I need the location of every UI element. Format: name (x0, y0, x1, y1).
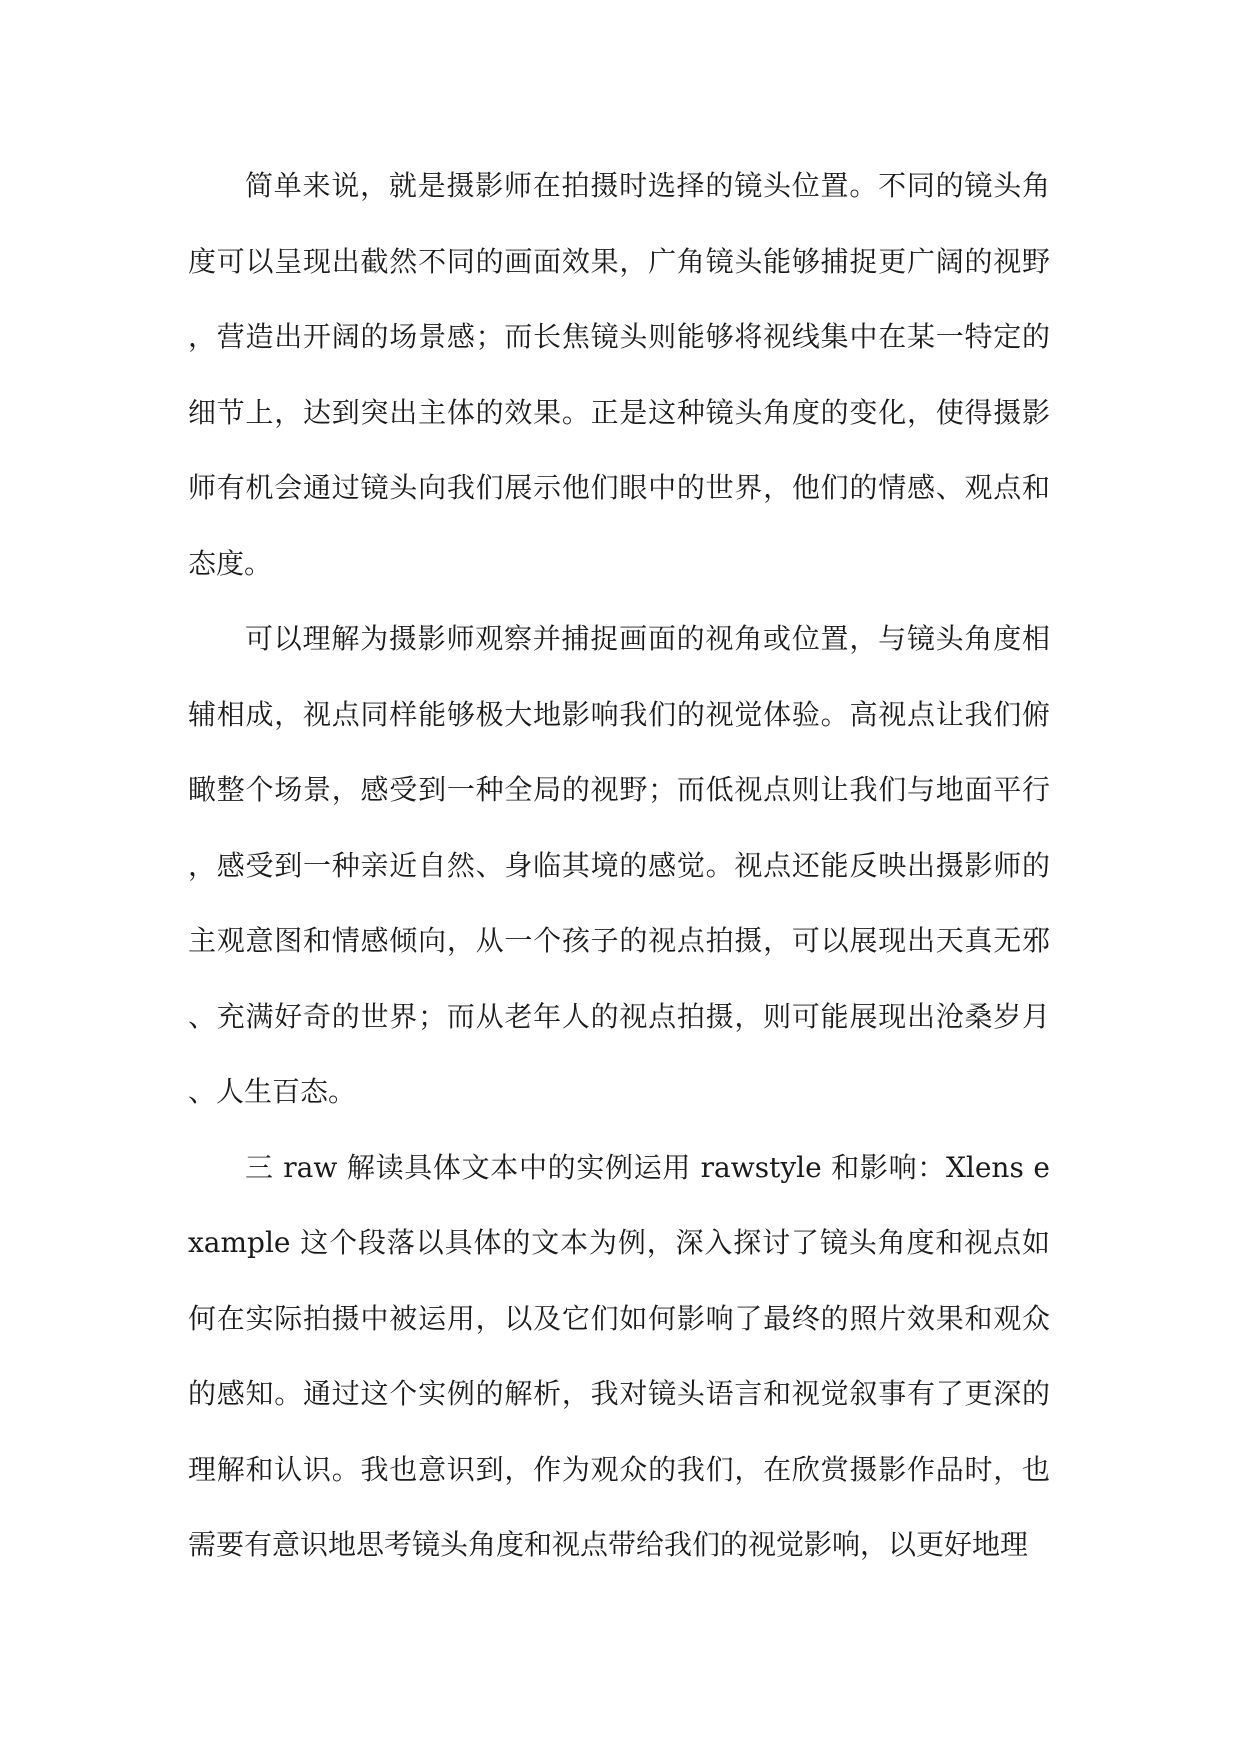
paragraph-example-analysis: 三 raw 解读具体文本中的实例运用 rawstyle 和影响：Xlens example 这个段落以具体的文本为例，深入探讨了镜头角度和视点如何在实际拍摄中被运用，以及它们如何影响了最终的照片效果和观众的感知。通过这个实例的解析，我对镜头语言和视觉叙事有了更深的理解和认识。我也意识到，作为观众的我们，在欣赏摄影作品时，也需要有意识地思考镜头角度和视点带给我们的视觉影响，以更好地理 (188, 1150, 1050, 1561)
document-body (188, 148, 1050, 1583)
paragraph-camera-angle: 简单来说，就是摄影师在拍摄时选择的镜头位置。不同的镜头角度可以呈现出截然不同的画面效果，广角镜头能够捕捉更广阔的视野，营造出开阔的场景感；而长焦镜头则能够将视线集中在某一特定的细节上，达到突出主体的效果。正是这种镜头角度的变化，使得摄影师有机会通过镜头向我们展示他们眼中的世界，他们的情感、观点和态度。 (188, 169, 1050, 580)
paragraph-viewpoint: 可以理解为摄影师观察并捕捉画面的视角或位置，与镜头角度相辅相成，视点同样能够极大地影响我们的视觉体验。高视点让我们俯瞰整个场景，感受到一种全局的视野；而低视点则让我们与地面平行，感受到一种亲近自然、身临其境的感觉。视点还能反映出摄影师的主观意图和情感倾向，从一个孩子的视点拍摄，可以展现出天真无邪、充满好奇的世界；而从老年人的视点拍摄，则可能展现出沧桑岁月、人生百态。 (188, 622, 1050, 1108)
